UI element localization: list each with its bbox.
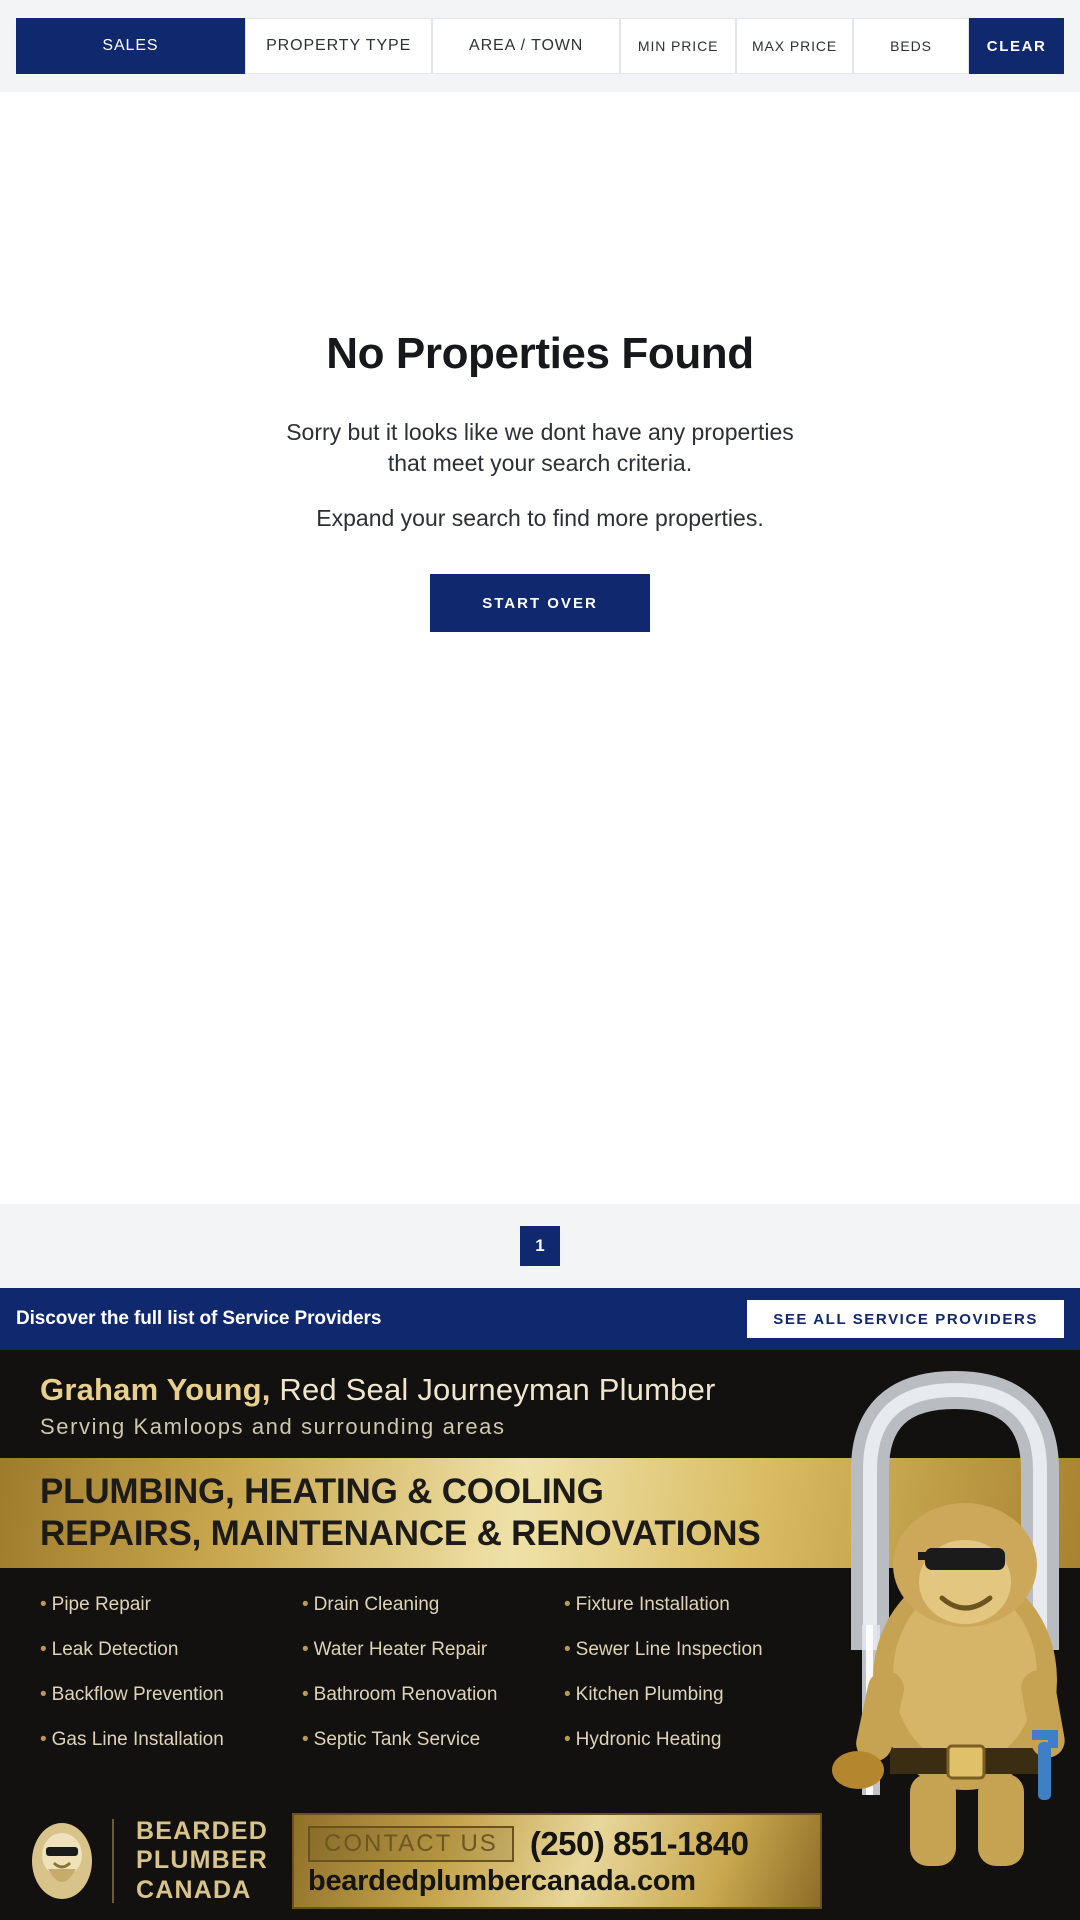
results-empty-state [0,92,1080,1204]
list-item [40,1684,302,1706]
ad-person-title: Red Seal Journeyman Plumber [279,1372,716,1407]
ad-contact-row [308,1825,806,1863]
ad-services-column-2 [302,1594,564,1774]
list-item [564,1594,826,1616]
empty-message-line-3: Expand your search to find more properties. [316,505,764,532]
bullet-icon: • [40,1729,47,1750]
bullet-icon: • [302,1594,309,1615]
empty-message-line-2: that meet your search criteria. [387,450,693,477]
ad-contact-box[interactable] [292,1813,822,1909]
service-label: Bathroom Renovation [313,1684,498,1705]
service-label: Backflow Prevention [51,1684,224,1705]
list-item [564,1639,826,1661]
bullet-icon: • [564,1729,571,1750]
contact-us-label: CONTACT US [308,1826,514,1862]
service-label: Water Heater Repair [313,1639,488,1660]
ad-website[interactable]: beardedplumbercanada.com [308,1864,696,1897]
brand-line-1: BEARDED [136,1816,269,1845]
list-item [40,1729,302,1751]
service-label: Fixture Installation [575,1594,730,1615]
bullet-icon: • [564,1594,571,1615]
ad-person-name: Graham Young, [40,1372,271,1407]
ad-phone-number[interactable]: (250) 851-1840 [529,1824,749,1862]
filter-min-price[interactable]: MIN PRICE [620,18,736,74]
list-item [302,1729,564,1751]
filter-area-town[interactable]: AREA / TOWN [432,18,619,74]
property-search-filter-bar [0,0,1080,92]
brand-divider [112,1819,114,1903]
service-label: Drain Cleaning [313,1594,440,1615]
bullet-icon: • [564,1684,571,1705]
bullet-icon: • [302,1729,309,1750]
empty-message [0,417,1080,479]
brand-line-2: PLUMBER [136,1846,269,1875]
list-item [564,1684,826,1706]
list-item [302,1594,564,1616]
filter-property-type[interactable]: PROPERTY TYPE [245,18,432,74]
bearded-plumber-logo-icon [26,1817,98,1905]
ad-services-column-3 [564,1594,826,1774]
service-providers-heading: Discover the full list of Service Providers [16,1308,382,1329]
page-title: No Properties Found [326,329,754,378]
list-item [564,1729,826,1751]
service-label: Sewer Line Inspection [575,1639,763,1660]
advertisement-bearded-plumber[interactable] [0,1350,1080,1920]
bullet-icon: • [564,1639,571,1660]
list-item [302,1684,564,1706]
list-item [302,1639,564,1661]
bullet-icon: • [40,1594,47,1615]
ad-tagline: Serving Kamloops and surrounding areas [40,1414,506,1439]
bullet-icon: • [302,1684,309,1705]
ad-footer [0,1802,1080,1920]
filter-sales[interactable]: SALES [16,18,245,74]
ad-brand-block [0,1817,268,1906]
service-label: Gas Line Installation [51,1729,224,1750]
service-label: Septic Tank Service [313,1729,481,1750]
bullet-icon: • [40,1684,47,1705]
empty-message-line-1: Sorry but it looks like we dont have any properties [286,419,794,445]
filter-beds[interactable]: BEDS [853,18,969,74]
brand-name [136,1817,268,1906]
bullet-icon: • [40,1639,47,1660]
service-label: Kitchen Plumbing [575,1684,724,1705]
service-label: Leak Detection [51,1639,179,1660]
ad-name-row [40,1372,1080,1408]
service-providers-banner [0,1288,1080,1350]
ad-headline-line-2: REPAIRS, MAINTENANCE & RENOVATIONS [40,1514,761,1553]
start-over-button[interactable]: START OVER [430,574,650,632]
ad-services-list [0,1568,1080,1774]
pagination-page-1[interactable]: 1 [520,1226,560,1266]
ad-services-column-1 [40,1594,302,1774]
see-all-service-providers-button[interactable]: SEE ALL SERVICE PROVIDERS [747,1300,1064,1338]
service-label: Hydronic Heating [575,1729,722,1750]
bullet-icon: • [302,1639,309,1660]
ad-headline-band [0,1458,1080,1568]
brand-line-3: CANADA [136,1875,252,1904]
ad-headline-line-1: PLUMBING, HEATING & COOLING [40,1472,604,1511]
list-item [40,1639,302,1661]
pagination [0,1204,1080,1288]
service-label: Pipe Repair [51,1594,151,1615]
filter-max-price[interactable]: MAX PRICE [736,18,852,74]
filter-clear-button[interactable]: CLEAR [969,18,1064,74]
ad-header [0,1350,1080,1440]
list-item [40,1594,302,1616]
